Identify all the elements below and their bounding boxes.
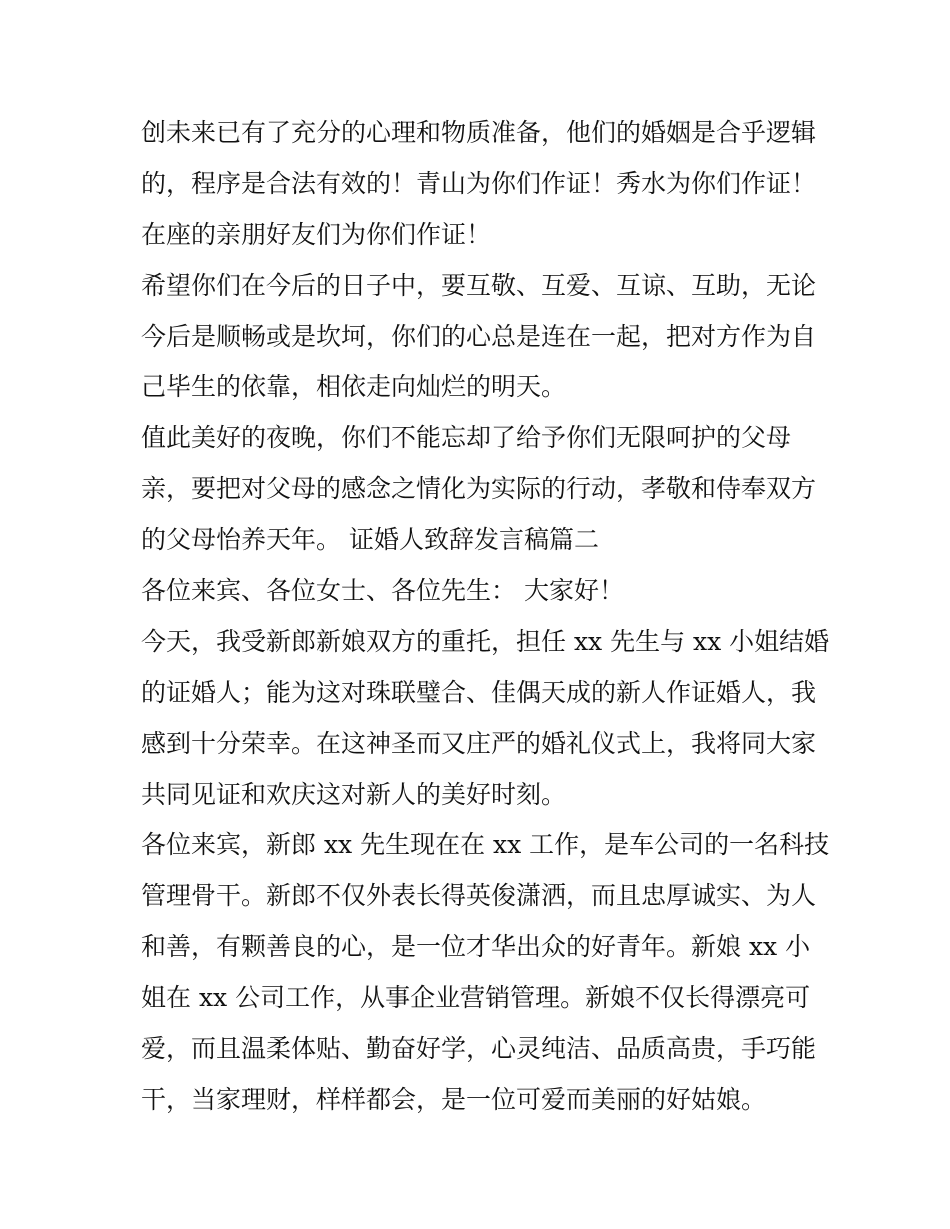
text-line: 的父母怡养天年。 证婚人致辞发言稿篇二	[141, 525, 599, 555]
text-line: 的证婚人；能为这对珠联璧合、佳偶天成的新人作证婚人，我	[141, 677, 817, 707]
text-line: 爱，而且温柔体贴、勤奋好学，心灵纯洁、品质高贵，手巧能	[141, 1034, 817, 1064]
text-line: 在座的亲朋好友们为你们作证！	[141, 219, 492, 249]
text-line: 希望你们在今后的日子中，要互敬、互爱、互谅、互助，无论	[141, 270, 817, 300]
text-line: 共同见证和欢庆这对新人的美好时刻。	[141, 779, 567, 809]
text-line: 值此美好的夜晚，你们不能忘却了给予你们无限呵护的父母	[141, 423, 792, 453]
text-line: 创未来已有了充分的心理和物质准备，他们的婚姻是合乎逻辑	[141, 118, 817, 147]
text-line: 管理骨干。新郎不仅外表长得英俊潇洒，而且忠厚诚实、为人	[141, 881, 817, 911]
text-line: 今后是顺畅或是坎坷，你们的心总是连在一起，把对方作为自	[141, 321, 817, 351]
text-line: 姐在 xx 公司工作，从事企业营销管理。新娘不仅长得漂亮可	[141, 983, 811, 1013]
text-line: 干，当家理财，样样都会，是一位可爱而美丽的好姑娘。	[141, 1084, 767, 1114]
text-line: 各位来宾、各位女士、各位先生： 大家好！	[141, 576, 624, 606]
text-line: 亲，要把对父母的感念之情化为实际的行动，孝敬和侍奉双方	[141, 474, 817, 504]
text-line: 各位来宾，新郎 xx 先生现在在 xx 工作，是车公司的一名科技	[141, 830, 830, 860]
text-line: 己毕生的依靠，相依走向灿烂的明天。	[141, 372, 567, 402]
text-line: 的，程序是合法有效的！青山为你们作证！秀水为你们作证！	[141, 168, 817, 198]
text-line: 感到十分荣幸。在这神圣而又庄严的婚礼仪式上，我将同大家	[141, 728, 817, 758]
text-line: 今天，我受新郎新娘双方的重托，担任 xx 先生与 xx 小姐结婚	[141, 626, 830, 656]
document-text-body	[141, 108, 830, 1126]
text-line: 和善，有颗善良的心，是一位才华出众的好青年。新娘 xx 小	[141, 932, 811, 962]
